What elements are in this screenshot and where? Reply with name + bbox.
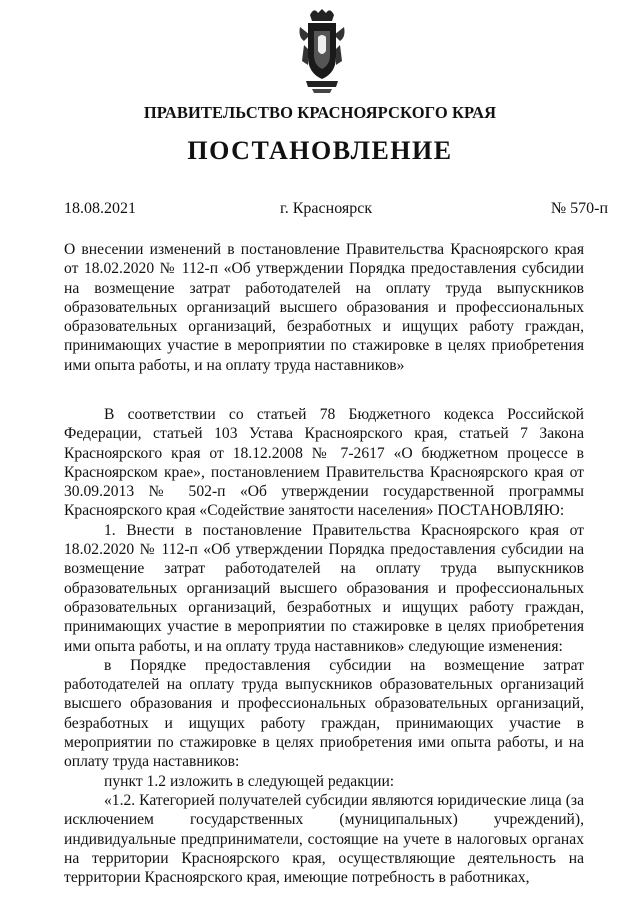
document-number: № 570-п [550,200,608,217]
body-paragraph: «1.2. Категорией получателей субсидии являются юридические лица (за исключением государственных (муниципальных) учреждений), индивидуальные предприниматели, состоящие на учете в налоговых органах на территории Красноярского края, осуществляющие деятельность на территории Красноярского края, имеющие потребность в работниках, [64,791,584,887]
body-paragraph: В соответствии со статьей 78 Бюджетного кодекса Российской Федерации, статьей 103 Устава Красноярского края, статьей 7 Закона Красноярского края от 18.12.2008 № 7-2617 «О бюджетном процессе в Красноярском крае», постановлением Правительства Красноярского края от 30.09.2013 № 502-п «Об утверждении государственной программы Красноярского края «Содействие занятости населения» ПОСТАНОВЛЯЮ: [64,406,584,520]
document-city: г. Красноярск [280,200,373,217]
document-body [64,405,584,887]
body-paragraph: пункт 1.2 изложить в следующей редакции: [104,772,395,790]
document-type-title: ПОСТАНОВЛЕНИЕ [187,136,453,165]
government-heading: ПРАВИТЕЛЬСТВО КРАСНОЯРСКОГО КРАЯ [143,103,497,122]
body-paragraph: в Порядке предоставления субсидии на возмещение затрат работодателей на оплату труда выпускников образовательных организаций высшего образования и профессиональных образовательных организаций, безработных и ищущих работу граждан, принимающих участие в мероприятии по стажировке в целях приобретения ими опыта работы, и на оплату труда наставников: [64,656,584,771]
document-date: 18.08.2021 [64,200,136,217]
krasnoyarsk-coat-of-arms-icon [296,5,348,95]
document-subject: О внесении изменений в постановление Правительства Красноярского края от 18.02.2020 № 112-п «Об утверждении Порядка предоставления субсидии на возмещение затрат работодателей на оплату труда выпускников образовательных организаций высшего образования и профессиональных образовательных организаций, безработных и ищущих работу граждан, принимающих участие в мероприятии по стажировке в целях приобретения ими опыта работы, и на оплату труда наставников» [64,241,584,374]
body-paragraph: 1. Внести в постановление Правительства Красноярского края от 18.02.2020 № 112-п «Об утверждении Порядка предоставления субсидии на возмещение затрат работодателей на оплату труда выпускников образовательных организаций высшего образования и профессиональных образовательных организаций, безработных и ищущих работу граждан, принимающих участие в мероприятии по стажировке в целях приобретения ими опыта работы, и на оплату труда наставников» следующие изменения: [64,521,584,655]
